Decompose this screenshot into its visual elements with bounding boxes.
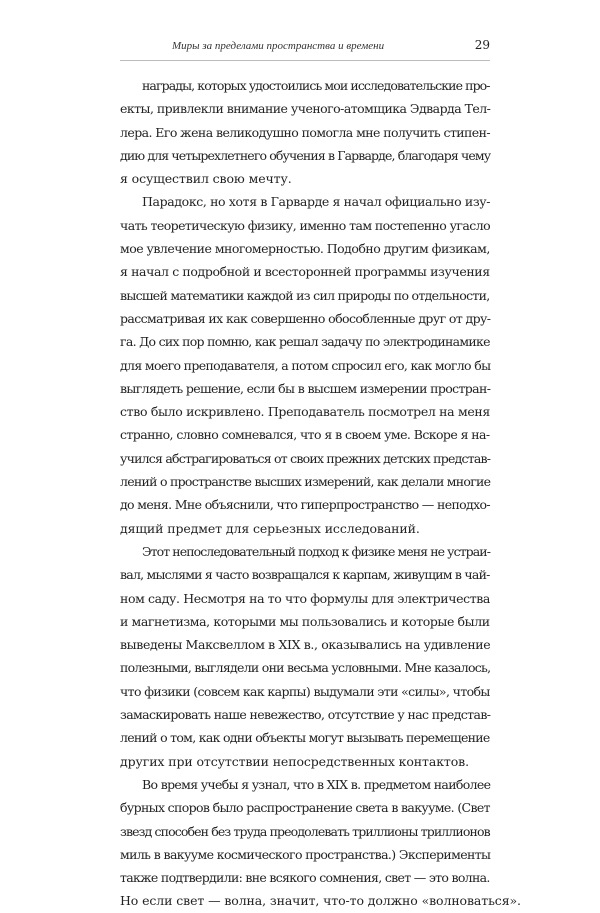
text-line: лений о пространстве высших измерений, как делали многие (120, 474, 491, 490)
text-line: ном саду. Несмотря на то что формулы для электричества (120, 590, 490, 606)
paragraph (120, 540, 490, 773)
paragraph (120, 190, 490, 539)
text-line: дящий предмет для серьезных исследований. (120, 520, 420, 536)
text-line: Во время учебы я узнал, что в XIX в. предметом наиболее (142, 776, 491, 792)
running-head (120, 38, 490, 58)
text-line: высшей математики каждой из сил природы по отдельности, (120, 287, 490, 303)
header-rule (120, 60, 490, 61)
page-number: 29 (474, 38, 490, 52)
text-line: лений о том, как одни объекты могут вызывать перемещение (120, 730, 490, 746)
text-line: выглядеть решение, если бы в высшем измерении простран- (120, 380, 491, 396)
text-line: других при отсутствии непосредственных контактов. (120, 753, 469, 769)
text-line: выведены Максвеллом в XIX в., оказывались на удивление (120, 637, 491, 653)
text-line: награды, которых удостоились мои исследовательские про- (142, 78, 490, 93)
text-line: лера. Его жена великодушно помогла мне получить стипен- (120, 124, 491, 140)
text-line: рассматривая их как совершенно обособленные друг от дру- (120, 310, 491, 326)
text-line: звезд способен без труда преодолевать триллионы триллионов (120, 823, 490, 839)
text-line: дию для четырехлетнего обучения в Гарварде, благодаря чему (120, 147, 491, 163)
text-line: мое увлечение многомерностью. Подобно другим физикам, (120, 241, 490, 257)
text-line: учился абстрагироваться от своих прежних детских представ- (120, 450, 491, 466)
text-line: Парадокс, но хотя в Гарварде я начал официально изу- (142, 194, 491, 210)
text-line: полезными, выглядели они весьма условными. Мне казалось, (120, 660, 491, 676)
text-line: для моего преподавателя, а потом спросил его, как могло бы (120, 357, 491, 373)
text-line: до меня. Мне объяснили, что гиперпространство — неподхо- (120, 497, 491, 513)
running-title: Миры за пределами пространства и времени (172, 40, 385, 52)
text-line: что физики (совсем как карпы) выдумали эти «силы», чтобы (120, 683, 490, 699)
body-text (120, 74, 521, 913)
text-line: Но если свет — волна, значит, что-то должно «волноваться». (120, 893, 521, 909)
text-line: странно, словно сомневался, что я в своем уме. Вскоре я на- (120, 427, 490, 443)
text-line: и магнетизма, которыми мы пользовались и которые были (120, 613, 490, 629)
text-line: я начал с подробной и всесторонней программы изучения (120, 264, 490, 280)
text-line: екты, привлекли внимание ученого-атомщика Эдварда Тел- (120, 101, 491, 117)
text-line: чать теоретическую физику, именно там постепенно угасло (120, 217, 491, 233)
text-line: ство было искривлено. Преподаватель посмотрел на меня (120, 404, 490, 420)
paragraph (120, 74, 490, 190)
text-line: замаскировать наше невежество, отсутствие у нас представ- (120, 707, 491, 723)
text-line: Этот непоследовательный подход к физике меня не устраи- (142, 543, 490, 559)
text-line: я осуществил свою мечту. (120, 171, 292, 187)
text-line: бурных споров было распространение света в вакууме. (Свет (120, 800, 490, 816)
paragraph (120, 773, 521, 913)
text-line: вал, мыслями я часто возвращался к карпам, живущим в чай- (120, 567, 490, 583)
text-line: га. До сих пор помню, как решал задачу по электродинамике (120, 334, 490, 350)
text-line: миль в вакууме космического пространства.) Эксперименты (120, 846, 491, 862)
text-line: также подтвердили: вне всякого сомнения, свет — это волна. (120, 870, 490, 886)
